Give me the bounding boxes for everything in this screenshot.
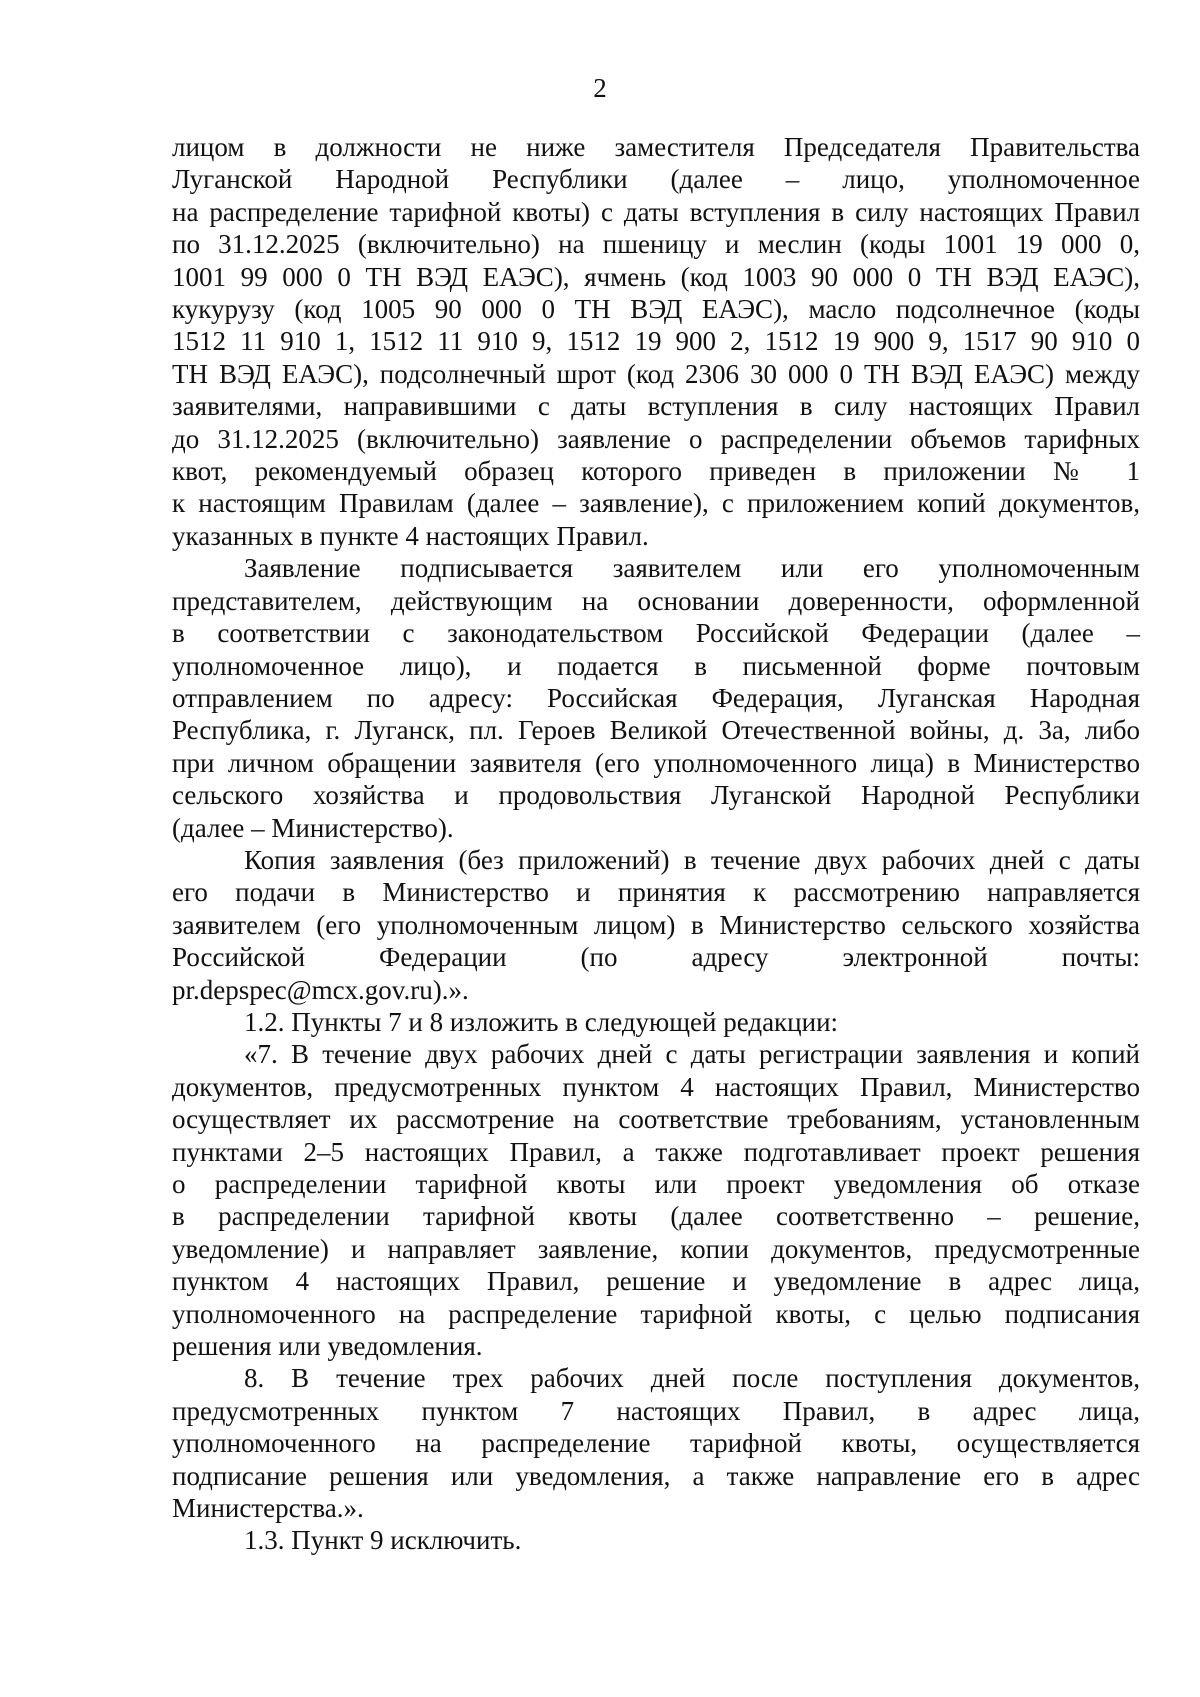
text-line: при личном обращении заявителя (его уполномоченного лица) в Министерство bbox=[172, 747, 1140, 778]
text-line: лицом в должности не ниже заместителя Председателя Правительства bbox=[172, 132, 1140, 162]
text-line: (далее – Министерство). bbox=[172, 812, 454, 843]
page-number: 2 bbox=[593, 73, 607, 103]
text-line: на распределение тарифной квоты) с даты вступления в силу настоящих Правил bbox=[172, 196, 1140, 227]
text-line: подписание решения или уведомления, а также направление его в адрес bbox=[172, 1460, 1140, 1491]
text-line: к настоящим Правилам (далее – заявление), с приложением копий документов, bbox=[172, 488, 1140, 519]
text-line: 8. В течение трех рабочих дней после поступления документов, bbox=[244, 1363, 1140, 1394]
text-line: до 31.12.2025 (включительно) заявление о распределении объемов тарифных bbox=[172, 423, 1140, 454]
text-line: в распределении тарифной квоты (далее соответственно – решение, bbox=[172, 1201, 1140, 1232]
text-line: о распределении тарифной квоты или проект уведомления об отказе bbox=[172, 1169, 1140, 1199]
text-line: сельского хозяйства и продовольствия Луганской Народной Республики bbox=[172, 780, 1140, 811]
text-line: Луганской Народной Республики (далее – лицо, уполномоченное bbox=[172, 164, 1140, 195]
paragraph bbox=[172, 1362, 1140, 1524]
text-line: по 31.12.2025 (включительно) на пшеницу и меслин (коды 1001 19 000 0, bbox=[172, 229, 1140, 260]
paragraph bbox=[172, 131, 1140, 552]
text-line: уполномоченного на распределение тарифной квоты, осуществляется bbox=[172, 1428, 1140, 1459]
text-line: ТН ВЭД ЕАЭС), подсолнечный шрот (код 2306 30 000 0 ТН ВЭД ЕАЭС) между bbox=[172, 358, 1140, 389]
text-line: «7. В течение двух рабочих дней с даты регистрации заявления и копий bbox=[244, 1039, 1140, 1070]
text-line: представителем, действующим на основании доверенности, оформленной bbox=[172, 585, 1140, 616]
paragraph bbox=[172, 1006, 1140, 1038]
text-line: пунктом 4 настоящих Правил, решение и уведомление в адрес лица, bbox=[172, 1266, 1140, 1297]
text-line: указанных в пункте 4 настоящих Правил. bbox=[172, 520, 649, 551]
text-line: Заявление подписывается заявителем или его уполномоченным bbox=[244, 553, 1140, 584]
text-line: кукурузу (код 1005 90 000 0 ТН ВЭД ЕАЭС), масло подсолнечное (коды bbox=[172, 294, 1140, 325]
text-line: уведомление) и направляет заявление, копии документов, предусмотренные bbox=[172, 1233, 1140, 1264]
paragraph bbox=[172, 844, 1140, 1006]
text-line: заявителем (его уполномоченным лицом) в Министерство сельского хозяйства bbox=[172, 909, 1140, 940]
text-line: Республика, г. Луганск, пл. Героев Великой Отечественной войны, д. 3а, либо bbox=[172, 715, 1140, 746]
text-line: 1.2. Пункты 7 и 8 изложить в следующей редакции: bbox=[244, 1006, 839, 1037]
text-line: осуществляет их рассмотрение на соответствие требованиям, установленным bbox=[172, 1104, 1140, 1135]
text-line: квот, рекомендуемый образец которого приведен в приложении № 1 bbox=[172, 456, 1140, 487]
text-line: документов, предусмотренных пунктом 4 настоящих Правил, Министерство bbox=[172, 1071, 1140, 1102]
text-line: Российской Федерации (по адресу электронной почты: bbox=[172, 942, 1140, 973]
document-body bbox=[172, 131, 1140, 1557]
text-line: пунктами 2–5 настоящих Правил, а также подготавливает проект решения bbox=[172, 1136, 1140, 1167]
text-line: его подачи в Министерство и принятия к рассмотрению направляется bbox=[172, 877, 1140, 908]
text-line: уполномоченного на распределение тарифной квоты, с целью подписания bbox=[172, 1298, 1140, 1329]
paragraph bbox=[172, 1038, 1140, 1362]
text-line: заявителями, направившими с даты вступления в силу настоящих Правил bbox=[172, 391, 1140, 422]
text-line: Копия заявления (без приложений) в течение двух рабочих дней с даты bbox=[244, 844, 1140, 875]
text-line: 1.3. Пункт 9 исключить. bbox=[244, 1525, 522, 1556]
text-line: в соответствии с законодательством Российской Федерации (далее – bbox=[172, 618, 1140, 649]
paragraph bbox=[172, 1524, 1140, 1556]
text-line: предусмотренных пунктом 7 настоящих Правил, в адрес лица, bbox=[172, 1395, 1140, 1426]
text-line: 1512 11 910 1, 1512 11 910 9, 1512 19 900 2, 1512 19 900 9, 1517 90 910 0 bbox=[172, 326, 1140, 357]
text-line: pr.depspec@mcx.gov.ru).». bbox=[172, 974, 469, 1005]
text-line: отправлением по адресу: Российская Федерация, Луганская Народная bbox=[172, 682, 1140, 713]
text-line: 1001 99 000 0 ТН ВЭД ЕАЭС), ячмень (код 1003 90 000 0 ТН ВЭД ЕАЭС), bbox=[172, 261, 1140, 292]
text-line: решения или уведомления. bbox=[172, 1331, 483, 1362]
text-line: уполномоченное лицо), и подается в письменной форме почтовым bbox=[172, 650, 1140, 681]
text-line: Министерства.». bbox=[172, 1493, 364, 1524]
paragraph bbox=[172, 552, 1140, 844]
